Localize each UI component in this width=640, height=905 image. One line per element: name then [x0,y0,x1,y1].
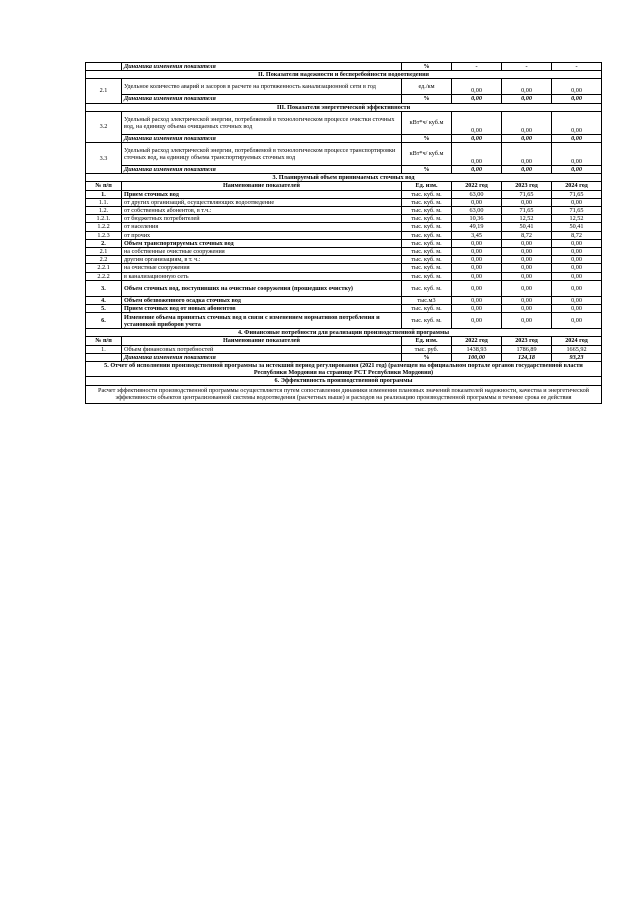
value-cell: - [502,63,552,71]
value-cell: 0,00 [552,166,602,174]
indicator-name: другим организациям, в т. ч.: [122,256,402,264]
value-cell: 49,19 [452,223,502,231]
table-row [86,305,602,313]
value-cell: 0,00 [502,143,552,166]
indicator-name: от прочих [122,231,402,239]
value-cell: 12,52 [502,215,552,223]
value-cell: 0,00 [502,305,552,313]
indicator-name: Объем транспортируемых сточных вод [122,239,402,247]
column-header: 2022 год [452,337,502,345]
dynamics-label: Динамика изменения показателя [122,353,402,361]
indicator-name: Объем сточных вод, поступивших на очистные сооружения (прошедших очистку) [122,280,402,296]
value-cell: 0,00 [552,305,602,313]
table-row [86,231,602,239]
value-cell: 0,00 [502,256,552,264]
row-number: 1.1. [86,198,122,206]
section-title: III. Показатели энергетической эффективности [86,103,602,111]
indicator-name: в канализационную сеть [122,272,402,280]
value-cell: 0,00 [452,256,502,264]
value-cell: 0,00 [552,272,602,280]
value-cell: 0,00 [452,134,502,142]
table-row [86,79,602,95]
indicator-name: Объем обезвоженного осадка сточных вод [122,296,402,304]
indicator-name: от населения [122,223,402,231]
indicator-name: от других организаций, осуществляющих водоотведение [122,198,402,206]
unit-cell: тыс. куб. м. [402,223,452,231]
table-row [86,385,602,403]
value-cell: 0,00 [502,166,552,174]
unit-cell: тыс. куб. м. [402,272,452,280]
table-row [86,313,602,329]
row-number: 2. [86,239,122,247]
table-row [86,143,602,166]
section-title: 6. Эффективность производственной программы [86,377,602,385]
value-cell: 0,00 [452,280,502,296]
table-row [86,63,602,71]
section-title: 3. Планируемый объем принимаемых сточных вод [86,174,602,182]
value-cell: 0,00 [552,313,602,329]
row-number: 1.2.3 [86,231,122,239]
value-cell: 0,00 [502,248,552,256]
value-cell: 0,00 [552,143,602,166]
value-cell: 0,00 [552,198,602,206]
table-row [86,166,602,174]
unit-cell: тыс. куб. м. [402,239,452,247]
value-cell: 0,00 [452,198,502,206]
unit-cell: тыс. куб. м. [402,198,452,206]
value-cell: 8,72 [552,231,602,239]
section-title: II. Показатели надежности и бесперебойности водоотведения [86,71,602,79]
indicator-name: от собственных абонентов, в т.ч.: [122,207,402,215]
value-cell: 0,00 [552,239,602,247]
unit-cell: тыс. руб. [402,345,452,353]
row-number: 1.2.2 [86,223,122,231]
table-row [86,223,602,231]
row-number: 2.2 [86,256,122,264]
column-header: Наименование показателей [122,337,402,345]
value-cell: 0,00 [552,248,602,256]
unit-cell: кВт*ч/ куб.м [402,111,452,134]
row-number: 2.1 [86,79,122,103]
unit-cell: тыс.м3 [402,296,452,304]
value-cell: - [552,63,602,71]
column-header-row [86,182,602,190]
indicator-name: на очистные сооружения [122,264,402,272]
unit-cell: тыс. куб. м. [402,313,452,329]
value-cell: 1786,89 [502,345,552,353]
indicator-name: от бюджетных потребителей [122,215,402,223]
value-cell: 10,36 [452,215,502,223]
dynamics-label: Динамика изменения показателя [122,134,402,142]
table-row [86,353,602,361]
unit-cell: тыс. куб. м. [402,264,452,272]
unit-cell: % [402,95,452,103]
value-cell: 1665,92 [552,345,602,353]
value-cell: 0,00 [552,111,602,134]
column-header: 2022 год [452,182,502,190]
section-header-row [86,377,602,385]
value-cell: 0,00 [502,296,552,304]
unit-cell: тыс. куб. м. [402,305,452,313]
value-cell: 0,00 [452,143,502,166]
column-header-row [86,337,602,345]
unit-cell: тыс. куб. м. [402,248,452,256]
unit-cell: тыс. куб. м. [402,231,452,239]
table-row [86,95,602,103]
value-cell: 0,00 [552,256,602,264]
value-cell: 0,00 [502,239,552,247]
value-cell: 0,00 [452,166,502,174]
section-header-row [86,329,602,337]
value-cell: 63,00 [452,207,502,215]
row-number: 1. [86,345,122,353]
value-cell: 0,00 [452,95,502,103]
value-cell: 124,18 [502,353,552,361]
row-number: 2.2.1 [86,264,122,272]
value-cell: 93,23 [552,353,602,361]
column-header: Ед. изм. [402,337,452,345]
value-cell: 0,00 [552,264,602,272]
row-number: 6. [86,313,122,329]
value-cell: 71,65 [502,190,552,198]
dynamics-label: Динамика изменения показателя [122,166,402,174]
indicator-name: Удельное количество аварий и засоров в расчете на протяженность канализационной сети в год [122,79,402,95]
value-cell: 0,00 [502,313,552,329]
column-header: № п/п [86,337,122,345]
value-cell: 0,00 [452,272,502,280]
value-cell: 0,00 [502,280,552,296]
row-number: 2.1 [86,248,122,256]
value-cell: 0,00 [552,79,602,95]
table-row [86,296,602,304]
row-number: 2.2.2 [86,272,122,280]
value-cell: 0,00 [502,95,552,103]
value-cell: 50,41 [552,223,602,231]
table-row [86,272,602,280]
unit-cell: % [402,63,452,71]
table-row [86,248,602,256]
table-row [86,111,602,134]
indicator-name: на собственные очистные сооружения [122,248,402,256]
value-cell: 0,00 [452,248,502,256]
table-row [86,215,602,223]
production-program-page [85,62,601,404]
section-title: 5. Отчет об исполнении производственной программы за истекший период регулирования (2021 год) (размещен на официальном портале органов государственной власти Республики Мордовия на странице РСТ Республики Мордовия) [86,362,602,377]
value-cell: 0,00 [452,313,502,329]
row-number: 3.3 [86,143,122,174]
unit-cell: ед./км [402,79,452,95]
section-header-row [86,362,602,377]
column-header: 2024 год [552,182,602,190]
indicator-name: Удельный расход электрической энергии, потребляемой в технологическом процессе очистки сточных вод, на единицу объема очищаемых сточных вод [122,111,402,134]
value-cell: 0,00 [452,79,502,95]
unit-cell: кВт*ч/ куб.м [402,143,452,166]
table-row [86,207,602,215]
row-number: 3.2 [86,111,122,142]
table-row [86,256,602,264]
section-header-row [86,103,602,111]
unit-cell: тыс. куб. м. [402,280,452,296]
value-cell: 100,00 [452,353,502,361]
efficiency-text: Расчет эффективности производственной программы осуществляется путем сопоставления динамики изменения плановых значений показателей надежности, качества и энергетической эффективности объектов централизованной системы водоотведения (расчетных выше) и расходов на реализацию производственной программы в течение срока ее действия [86,385,602,403]
value-cell: 0,00 [552,280,602,296]
value-cell: 8,72 [502,231,552,239]
unit-cell: тыс. куб. м. [402,207,452,215]
value-cell: 0,00 [502,272,552,280]
dynamics-label: Динамика изменения показателя [122,63,402,71]
value-cell: 71,65 [552,190,602,198]
value-cell: 0,00 [552,134,602,142]
table-row [86,239,602,247]
value-cell: 0,00 [552,296,602,304]
table-row [86,280,602,296]
unit-cell: тыс. куб. м. [402,190,452,198]
column-header: 2023 год [502,182,552,190]
table-row [86,190,602,198]
section-header-row [86,71,602,79]
table-row [86,134,602,142]
dynamics-label: Динамика изменения показателя [122,95,402,103]
row-number: 4. [86,296,122,304]
value-cell: 0,00 [452,239,502,247]
value-cell: 0,00 [502,111,552,134]
section-title: 4. Финансовые потребности для реализации производственной программы [86,329,602,337]
row-number: 1.2.1. [86,215,122,223]
unit-cell: % [402,134,452,142]
value-cell: 0,00 [452,305,502,313]
unit-cell: тыс. куб. м. [402,215,452,223]
value-cell: 0,00 [552,95,602,103]
unit-cell: тыс. куб. м. [402,256,452,264]
value-cell: 71,65 [552,207,602,215]
row-number: 5. [86,305,122,313]
value-cell: 0,00 [452,111,502,134]
column-header: № п/п [86,182,122,190]
unit-cell: % [402,353,452,361]
value-cell: 50,41 [502,223,552,231]
value-cell: 0,00 [452,296,502,304]
value-cell: 0,00 [502,264,552,272]
row-number: 1. [86,190,122,198]
value-cell: 63,00 [452,190,502,198]
value-cell: 0,00 [502,198,552,206]
row-number: 3. [86,280,122,296]
value-cell: 1438,93 [452,345,502,353]
value-cell: 12,52 [552,215,602,223]
table-row [86,345,602,353]
value-cell: 71,65 [502,207,552,215]
value-cell: 0,00 [502,79,552,95]
column-header: Ед. изм. [402,182,452,190]
value-cell: - [452,63,502,71]
indicator-name: Изменение объема принятых сточных вод в связи с изменением нормативов потребления и установкой приборов учета [122,313,402,329]
indicator-name: Удельный расход электрической энергии, потребляемой в технологическом процессе транспортировки сточных вод, на единицу объема транспортируемых сточных вод [122,143,402,166]
unit-cell: % [402,166,452,174]
value-cell: 0,00 [502,134,552,142]
column-header: 2023 год [502,337,552,345]
column-header: Наименование показателей [122,182,402,190]
column-header: 2024 год [552,337,602,345]
table-row [86,198,602,206]
indicator-name: Объем финансовых потребностей [122,345,402,353]
row-number: 1.2. [86,207,122,215]
value-cell: 3,45 [452,231,502,239]
indicator-name: Прием сточных вод от новых абонентов [122,305,402,313]
section-header-row [86,174,602,182]
program-table [85,62,602,404]
indicator-name: Прием сточных вод [122,190,402,198]
value-cell: 0,00 [452,264,502,272]
table-row [86,264,602,272]
